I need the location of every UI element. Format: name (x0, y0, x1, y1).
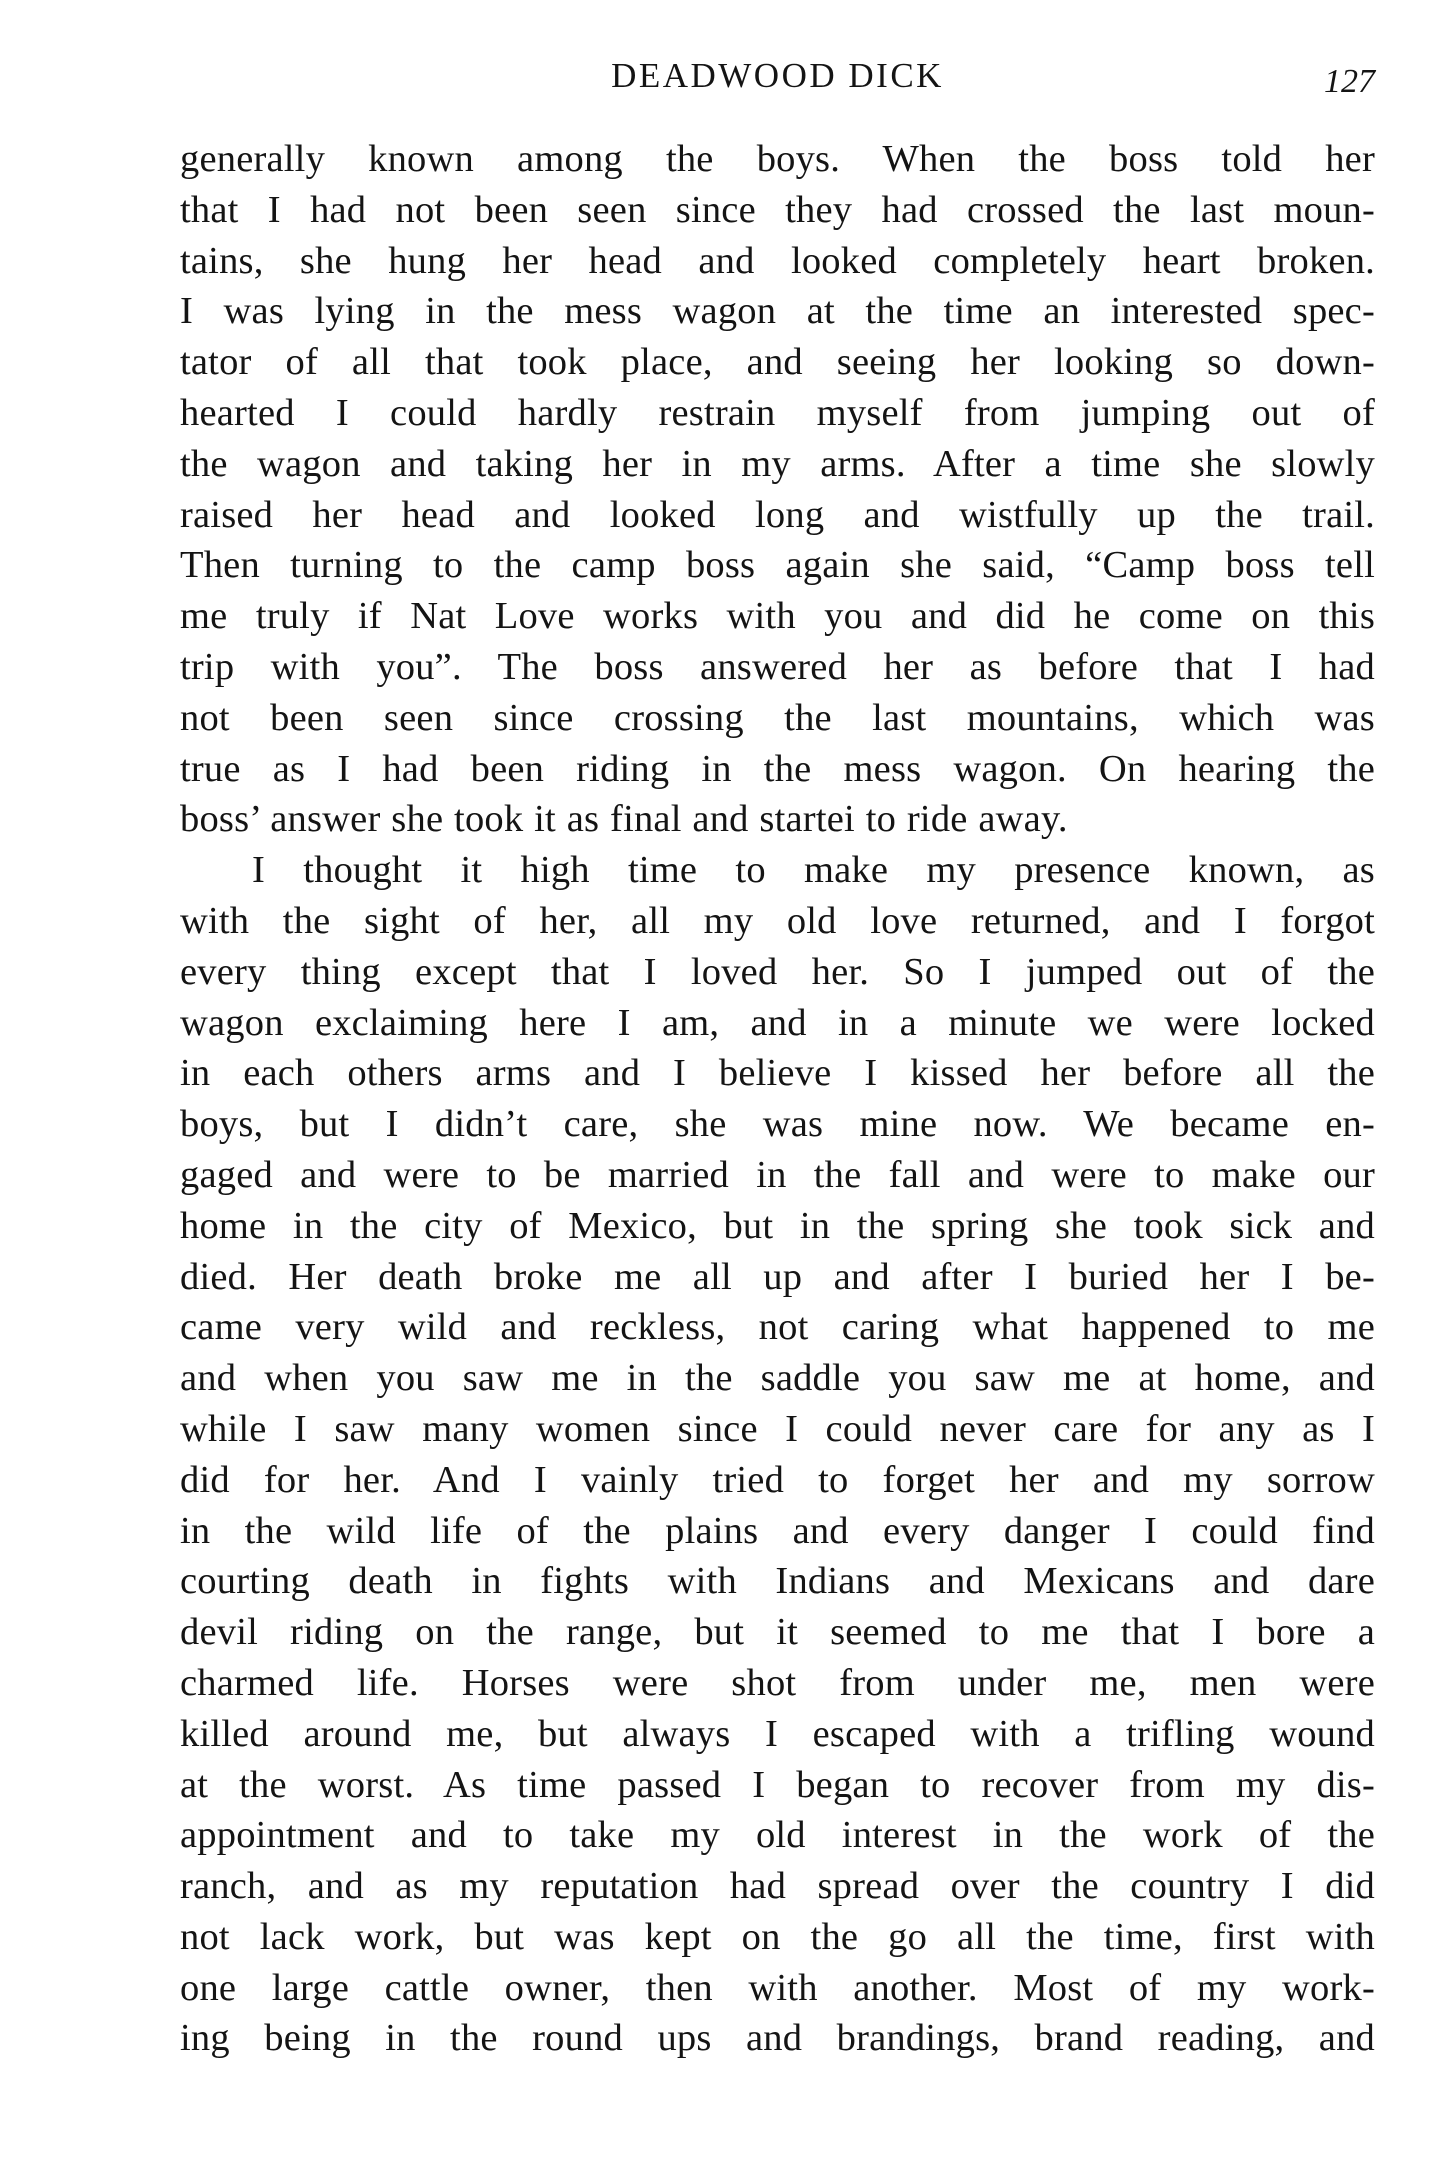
text-line: did for her. And I vainly tried to forget her and my sorrow (180, 1458, 1375, 1501)
text-line: in the wild life of the plains and every danger I could find (180, 1509, 1375, 1552)
text-line: that I had not been seen since they had crossed the last moun- (180, 188, 1375, 231)
text-line: appointment and to take my old interest in the work of the (180, 1814, 1375, 1857)
text-line: home in the city of Mexico, but in the spring she took sick and (180, 1204, 1375, 1247)
text-line: died. Her death broke me all up and after I buried her I be- (180, 1255, 1375, 1298)
text-line: every thing except that I loved her. So I jumped out of the (180, 950, 1375, 993)
running-head (180, 52, 1375, 100)
text-line: true as I had been riding in the mess wagon. On hearing the (180, 747, 1375, 790)
text-line: the wagon and taking her in my arms. After a time she slowly (180, 442, 1375, 485)
text-line: I was lying in the mess wagon at the time an interested spec- (180, 290, 1375, 333)
text-line: trip with you”. The boss answered her as before that I had (180, 645, 1375, 688)
text-line: raised her head and looked long and wistfully up the trail. (180, 493, 1375, 536)
text-line: with the sight of her, all my old love returned, and I forgot (180, 899, 1375, 942)
text-line: while I saw many women since I could never care for any as I (180, 1407, 1375, 1450)
text-line: killed around me, but always I escaped with a trifling wound (180, 1712, 1375, 1755)
paragraph (180, 134, 1375, 845)
text-line: tator of all that took place, and seeing her looking so down- (180, 341, 1375, 384)
text-line: ranch, and as my reputation had spread over the country I did (180, 1865, 1375, 1908)
text-line: generally known among the boys. When the boss told her (180, 138, 1375, 180)
text-line: and when you saw me in the saddle you saw me at home, and (180, 1357, 1375, 1400)
text-line: tains, she hung her head and looked completely heart broken. (180, 239, 1375, 282)
text-line: charmed life. Horses were shot from under me, men were (180, 1661, 1375, 1704)
text-line: me truly if Nat Love works with you and did he come on this (180, 595, 1375, 638)
text-line: Then turning to the camp boss again she said, “Camp boss tell (180, 544, 1375, 587)
text-line: gaged and were to be married in the fall and were to make our (180, 1153, 1375, 1196)
paragraph (180, 845, 1375, 2064)
text-line: hearted I could hardly restrain myself from jumping out of (180, 391, 1375, 434)
body-text (180, 134, 1375, 2064)
text-line: not lack work, but was kept on the go all the time, first with (180, 1915, 1375, 1958)
text-line: at the worst. As time passed I began to recover from my dis- (180, 1763, 1375, 1806)
text-line: not been seen since crossing the last mountains, which was (180, 696, 1375, 739)
text-line: came very wild and reckless, not caring what happened to me (180, 1306, 1375, 1349)
text-line: one large cattle owner, then with another. Most of my work- (180, 1966, 1375, 2009)
text-line: courting death in fights with Indians and Mexicans and dare (180, 1560, 1375, 1603)
text-line: wagon exclaiming here I am, and in a minute we were locked (180, 1001, 1375, 1044)
text-line: devil riding on the range, but it seemed to me that I bore a (180, 1611, 1375, 1654)
text-line: in each others arms and I believe I kissed her before all the (180, 1052, 1375, 1095)
text-line: boys, but I didn’t care, she was mine now. We became en- (180, 1103, 1375, 1146)
page-number: 127 (1324, 63, 1375, 100)
running-title: DEADWOOD DICK (611, 56, 944, 95)
text-line: boss’ answer she took it as final and startei to ride away. (180, 798, 1068, 841)
text-line: ing being in the round ups and brandings, brand reading, and (180, 2017, 1375, 2060)
text-line: I thought it high time to make my presence known, as (252, 849, 1375, 892)
